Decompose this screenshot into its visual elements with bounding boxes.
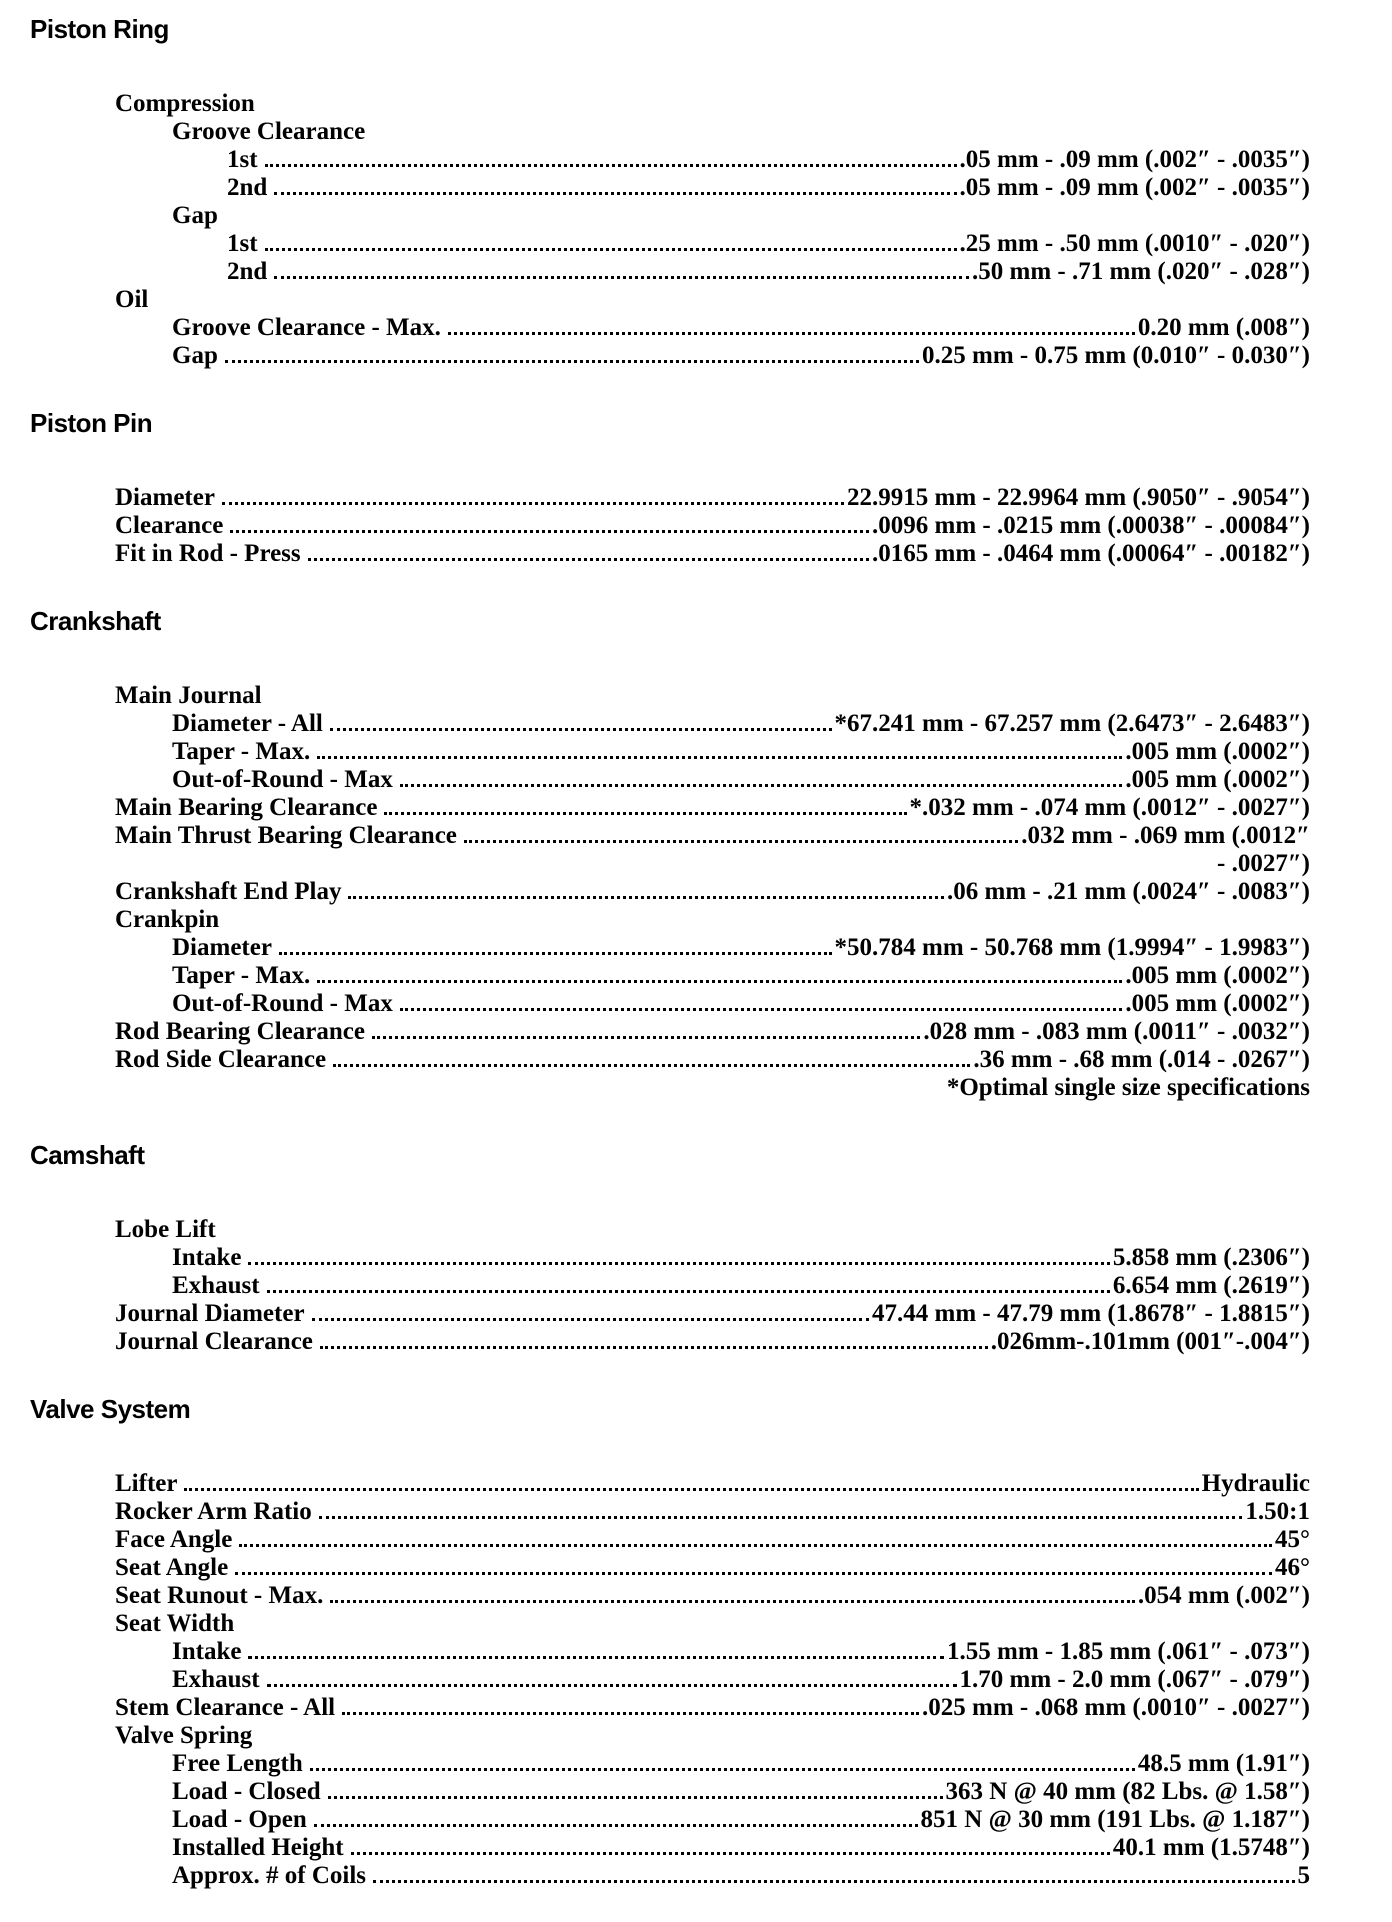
section-title: Crankshaft xyxy=(30,606,161,636)
spec-value: 0.25 mm - 0.75 mm (0.010″ - 0.030″) xyxy=(922,342,1310,369)
dot-leader xyxy=(232,1526,1275,1554)
section-rows xyxy=(115,484,1310,568)
dot-leader xyxy=(241,1244,1112,1272)
section-title: Piston Ring xyxy=(30,14,169,44)
group-row xyxy=(115,1610,1310,1638)
group-label: Gap xyxy=(172,202,218,229)
spec-label: Main Bearing Clearance xyxy=(115,794,378,821)
spec-row xyxy=(115,1526,1310,1554)
spec-label: Exhaust xyxy=(172,1666,260,1693)
spec-row xyxy=(115,794,1310,822)
spec-label: Out-of-Round - Max xyxy=(172,766,393,793)
dot-leader xyxy=(301,540,872,568)
spec-value: .005 mm (.0002″) xyxy=(1125,962,1310,989)
section-title: Valve System xyxy=(30,1394,191,1424)
dot-leader xyxy=(310,738,1125,766)
spec-value: .028 mm - .083 mm (.0011″ - .0032″) xyxy=(923,1018,1310,1045)
spec-label: Rocker Arm Ratio xyxy=(115,1498,312,1525)
spec-label: 1st xyxy=(227,230,258,257)
spec-row xyxy=(115,878,1310,906)
spec-row xyxy=(115,1834,1310,1862)
dot-leader xyxy=(223,512,872,540)
spec-label: Free Length xyxy=(172,1750,303,1777)
spec-value: .005 mm (.0002″) xyxy=(1125,766,1310,793)
spec-label: Load - Closed xyxy=(172,1778,321,1805)
dot-leader xyxy=(341,878,947,906)
spec-row xyxy=(115,1018,1310,1046)
dot-leader xyxy=(393,766,1126,794)
spec-row xyxy=(115,1328,1310,1356)
dot-leader xyxy=(303,1750,1138,1778)
spec-label: Intake xyxy=(172,1244,242,1271)
spec-value: 5.858 mm (.2306″) xyxy=(1112,1244,1310,1271)
dot-leader xyxy=(241,1638,947,1666)
spec-row xyxy=(115,1244,1310,1272)
dot-leader xyxy=(321,1778,946,1806)
spec-value: .36 mm - .68 mm (.014 - .0267″) xyxy=(973,1046,1310,1073)
section-piston-pin xyxy=(30,408,1310,568)
dot-leader xyxy=(258,230,960,258)
spec-row xyxy=(115,1470,1310,1498)
group-row xyxy=(115,1722,1310,1750)
spec-row xyxy=(115,822,1310,850)
spec-label: Taper - Max. xyxy=(172,738,311,765)
spec-value: .05 mm - .09 mm (.002″ - .0035″) xyxy=(959,174,1310,201)
group-label: Compression xyxy=(115,90,255,117)
group-label: Groove Clearance xyxy=(172,118,366,145)
spec-row xyxy=(115,1554,1310,1582)
footnote-text: *Optimal single size specifications xyxy=(946,1074,1310,1101)
continuation-value: - .0027″) xyxy=(1217,850,1310,877)
dot-leader xyxy=(260,1666,960,1694)
spec-row xyxy=(115,934,1310,962)
section-crankshaft xyxy=(30,606,1310,1102)
spec-row xyxy=(115,1300,1310,1328)
dot-leader xyxy=(457,822,1021,850)
spec-value: 47.44 mm - 47.79 mm (1.8678″ - 1.8815″) xyxy=(872,1300,1310,1327)
spec-label: 2nd xyxy=(227,258,268,285)
group-label: Oil xyxy=(115,286,149,313)
section-valve-system xyxy=(30,1394,1310,1890)
group-label: Crankpin xyxy=(115,906,220,933)
spec-row xyxy=(115,990,1310,1018)
dot-leader xyxy=(377,794,909,822)
group-label: Main Journal xyxy=(115,682,262,709)
section-camshaft xyxy=(30,1140,1310,1356)
spec-row xyxy=(115,1498,1310,1526)
spec-label: Journal Clearance xyxy=(115,1328,313,1355)
group-label: Lobe Lift xyxy=(115,1216,216,1243)
spec-label: Groove Clearance - Max. xyxy=(172,314,441,341)
spec-value: *50.784 mm - 50.768 mm (1.9994″ - 1.9983″) xyxy=(834,934,1310,961)
spec-value: .06 mm - .21 mm (.0024″ - .0083″) xyxy=(947,878,1310,905)
spec-value: .005 mm (.0002″) xyxy=(1125,738,1310,765)
spec-row xyxy=(115,1862,1310,1890)
spec-row xyxy=(115,314,1310,342)
spec-row xyxy=(115,1666,1310,1694)
spec-label: Rod Bearing Clearance xyxy=(115,1018,365,1045)
spec-value: 1.50:1 xyxy=(1245,1498,1310,1525)
spec-label: Fit in Rod - Press xyxy=(115,540,301,567)
spec-value: 46° xyxy=(1275,1554,1310,1581)
dot-leader xyxy=(310,962,1125,990)
group-row xyxy=(115,906,1310,934)
spec-value: .032 mm - .069 mm (.0012″ xyxy=(1021,822,1310,849)
spec-label: Seat Runout - Max. xyxy=(115,1582,324,1609)
spec-value: 22.9915 mm - 22.9964 mm (.9050″ - .9054″) xyxy=(847,484,1310,511)
section-title: Piston Pin xyxy=(30,408,153,438)
spec-value: 363 N @ 40 mm (82 Lbs. @ 1.58″) xyxy=(945,1778,1310,1805)
dot-leader xyxy=(312,1498,1246,1526)
spec-value: .05 mm - .09 mm (.002″ - .0035″) xyxy=(959,146,1310,173)
spec-label: Main Thrust Bearing Clearance xyxy=(115,822,457,849)
group-row xyxy=(115,682,1310,710)
spec-label: Face Angle xyxy=(115,1526,233,1553)
spec-value: .25 mm - .50 mm (.0010″ - .020″) xyxy=(959,230,1310,257)
group-label: Valve Spring xyxy=(115,1722,253,1749)
spec-row xyxy=(115,1778,1310,1806)
dot-leader xyxy=(335,1694,922,1722)
continuation-row xyxy=(115,850,1310,878)
dot-leader xyxy=(323,1582,1138,1610)
spec-row xyxy=(115,1582,1310,1610)
spec-label: Taper - Max. xyxy=(172,962,311,989)
dot-leader xyxy=(215,484,847,512)
dot-leader xyxy=(272,934,835,962)
dot-leader xyxy=(313,1328,991,1356)
spec-value: *67.241 mm - 67.257 mm (2.6473″ - 2.6483″) xyxy=(834,710,1310,737)
dot-leader xyxy=(441,314,1138,342)
dot-leader xyxy=(307,1806,921,1834)
spec-label: 2nd xyxy=(227,174,268,201)
dot-leader xyxy=(326,1046,973,1074)
spec-row xyxy=(115,512,1310,540)
spec-value: 48.5 mm (1.91″) xyxy=(1137,1750,1310,1777)
section-title: Camshaft xyxy=(30,1140,145,1170)
spec-value: 6.654 mm (.2619″) xyxy=(1112,1272,1310,1299)
spec-value: .005 mm (.0002″) xyxy=(1125,990,1310,1017)
spec-value: .0096 mm - .0215 mm (.00038″ - .00084″) xyxy=(872,512,1310,539)
spec-value: *.032 mm - .074 mm (.0012″ - .0027″) xyxy=(909,794,1310,821)
group-row xyxy=(115,1216,1310,1244)
spec-value: 5 xyxy=(1297,1862,1310,1889)
spec-label: Diameter xyxy=(115,484,215,511)
spec-row xyxy=(115,1638,1310,1666)
spec-label: Diameter - All xyxy=(172,710,323,737)
spec-row xyxy=(115,766,1310,794)
spec-label: Crankshaft End Play xyxy=(115,878,342,905)
group-row xyxy=(115,286,1310,314)
spec-value: 0.20 mm (.008″) xyxy=(1137,314,1310,341)
dot-leader xyxy=(218,342,922,370)
spec-value: .054 mm (.002″) xyxy=(1137,1582,1310,1609)
spec-value: .026mm-.101mm (001″-.004″) xyxy=(990,1328,1310,1355)
dot-leader xyxy=(366,1862,1297,1890)
dot-leader xyxy=(228,1554,1275,1582)
spec-label: Gap xyxy=(172,342,218,369)
spec-label: Rod Side Clearance xyxy=(115,1046,327,1073)
spec-row xyxy=(115,1272,1310,1300)
spec-value: .0165 mm - .0464 mm (.00064″ - .00182″) xyxy=(872,540,1310,567)
dot-leader xyxy=(393,990,1126,1018)
spec-row xyxy=(115,484,1310,512)
spec-row xyxy=(115,962,1310,990)
dot-leader xyxy=(260,1272,1113,1300)
dot-leader xyxy=(365,1018,923,1046)
section-rows xyxy=(115,1216,1310,1356)
spec-value: .025 mm - .068 mm (.0010″ - .0027″) xyxy=(922,1694,1310,1721)
spec-row xyxy=(115,1806,1310,1834)
spec-label: Intake xyxy=(172,1638,242,1665)
spec-value: 1.55 mm - 1.85 mm (.061″ - .073″) xyxy=(947,1638,1310,1665)
spec-row xyxy=(115,146,1310,174)
section-piston-ring xyxy=(30,14,1310,370)
spec-row xyxy=(115,174,1310,202)
section-rows xyxy=(115,90,1310,370)
dot-leader xyxy=(258,146,960,174)
spec-value: 45° xyxy=(1275,1526,1310,1553)
section-rows xyxy=(115,1470,1310,1890)
spec-row xyxy=(115,1750,1310,1778)
footnote-row xyxy=(115,1074,1310,1102)
spec-value: 40.1 mm (1.5748″) xyxy=(1112,1834,1310,1861)
spec-value: .50 mm - .71 mm (.020″ - .028″) xyxy=(972,258,1310,285)
dot-leader xyxy=(177,1470,1201,1498)
spec-value: 1.70 mm - 2.0 mm (.067″ - .079″) xyxy=(959,1666,1310,1693)
spec-label: Installed Height xyxy=(172,1834,344,1861)
spec-label: Stem Clearance - All xyxy=(115,1694,336,1721)
spec-label: Approx. # of Coils xyxy=(172,1862,367,1889)
spec-label: Out-of-Round - Max xyxy=(172,990,393,1017)
spec-row xyxy=(115,738,1310,766)
group-label: Seat Width xyxy=(115,1610,235,1637)
dot-leader xyxy=(323,710,835,738)
dot-leader xyxy=(305,1300,872,1328)
spec-row xyxy=(115,342,1310,370)
spec-label: Diameter xyxy=(172,934,272,961)
spec-label: Clearance xyxy=(115,512,224,539)
spec-row xyxy=(115,1694,1310,1722)
spec-row xyxy=(115,230,1310,258)
spec-row xyxy=(115,1046,1310,1074)
dot-leader xyxy=(344,1834,1113,1862)
dot-leader xyxy=(267,174,959,202)
spec-label: Load - Open xyxy=(172,1806,307,1833)
spec-row xyxy=(115,540,1310,568)
spec-value: 851 N @ 30 mm (191 Lbs. @ 1.187″) xyxy=(920,1806,1310,1833)
section-rows xyxy=(115,682,1310,1102)
dot-leader xyxy=(267,258,972,286)
spec-row xyxy=(115,258,1310,286)
group-row xyxy=(115,118,1310,146)
spec-label: Journal Diameter xyxy=(115,1300,305,1327)
spec-label: Lifter xyxy=(115,1470,178,1497)
spec-label: 1st xyxy=(227,146,258,173)
spec-label: Seat Angle xyxy=(115,1554,229,1581)
spec-row xyxy=(115,710,1310,738)
spec-label: Exhaust xyxy=(172,1272,260,1299)
group-row xyxy=(115,202,1310,230)
spec-value: Hydraulic xyxy=(1201,1470,1310,1497)
group-row xyxy=(115,90,1310,118)
